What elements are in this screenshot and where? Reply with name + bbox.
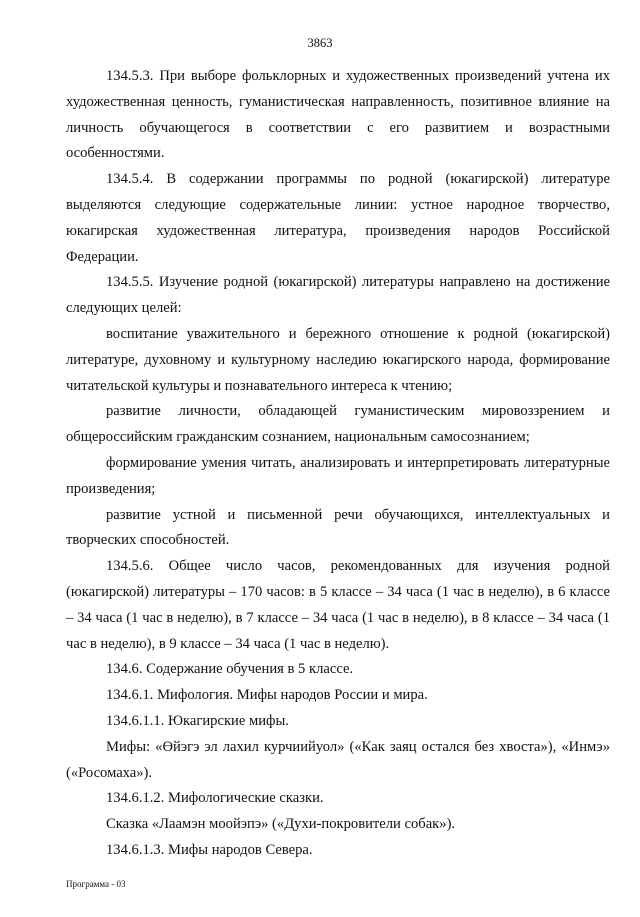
footer-label: Программа - 03 (66, 879, 126, 889)
paragraph-134-6-1: 134.6.1. Мифология. Мифы народов России и мира. (106, 687, 428, 704)
goal-item-upbringing: воспитание уважительного и бережного отношение к родной (юкагирской) литературе, духовному и культурному наследию юкагирского народа, формирование читательской культуры и познавательного интереса к чтению; (66, 325, 610, 394)
paragraph-134-5-4: 134.5.4. В содержании программы по родной (юкагирской) литературе выделяются следующие содержательные линии: устное народное творчество, юкагирская художественная литература, произведения народов Российской Федерации. (66, 171, 610, 265)
myths-list: Мифы: «Өйэгэ эл лахил курчиийуол» («Как заяц остался без хвоста»), «Инмэ» («Росомаха»). (66, 738, 610, 781)
paragraph-134-5-3: 134.5.3. При выборе фольклорных и художественных произведений учтена их художественная ценность, гуманистическая направленность, позитивное влияние на личность обучающегося в соответствии с его развитием и возрастными особенностями. (66, 68, 610, 162)
goal-item-personality: развитие личности, обладающей гуманистическим мировоззрением и общероссийским гражданским сознанием, национальным самосознанием; (66, 403, 610, 446)
goal-item-reading-skills: формирование умения читать, анализировать и интерпретировать литературные произведения; (66, 454, 610, 497)
fairy-tale-item: Сказка «Лаамэн моойэпэ» («Духи-покровители собак»). (106, 816, 456, 833)
paragraph-134-6: 134.6. Содержание обучения в 5 классе. (106, 661, 354, 678)
document-body (66, 64, 610, 864)
paragraph-134-6-1-1: 134.6.1.1. Юкагирские мифы. (106, 712, 289, 729)
paragraph-134-6-1-3: 134.6.1.3. Мифы народов Севера. (106, 841, 313, 858)
paragraph-134-5-6: 134.5.6. Общее число часов, рекомендованных для изучения родной (юкагирской) литературы – 170 часов: в 5 классе – 34 часа (1 час в неделю), в 6 классе – 34 часа (1 час в неделю), в 7 классе – 34 часа (1 час в неделю), в 8 классе – 34 часа (1 час в неделю), в 9 классе – 34 часа (1 час в неделю). (66, 558, 610, 652)
paragraph-134-6-1-2: 134.6.1.2. Мифологические сказки. (106, 790, 324, 807)
goal-item-speech: развитие устной и письменной речи обучающихся, интеллектуальных и творческих способностей. (66, 506, 610, 549)
page-number: 3863 (307, 36, 333, 50)
paragraph-134-5-5: 134.5.5. Изучение родной (юкагирской) литературы направлено на достижение следующих целей: (66, 274, 610, 317)
